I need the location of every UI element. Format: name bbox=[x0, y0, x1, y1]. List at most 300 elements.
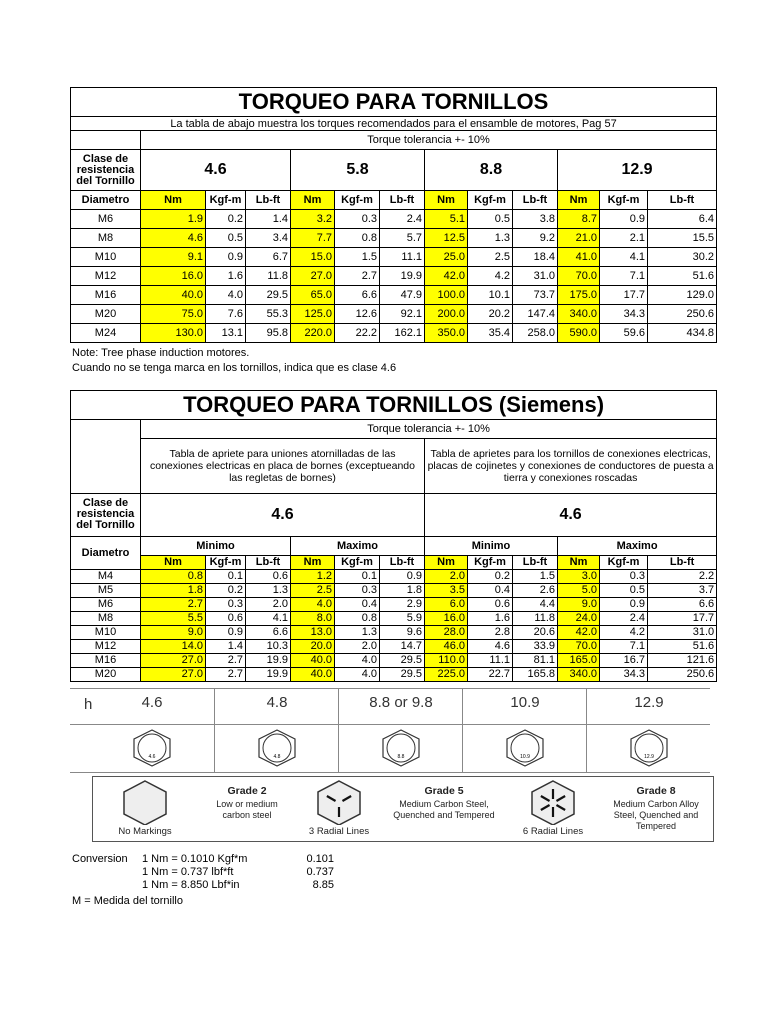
sae-grade-cell bbox=[197, 777, 297, 841]
table-cell: 250.6 bbox=[648, 305, 717, 324]
table-row bbox=[71, 267, 717, 286]
table-cell: 20.2 bbox=[468, 305, 513, 324]
table-cell: 5.0 bbox=[558, 583, 600, 597]
sae-grade-desc: Medium Carbon Alloy Steel, Quenched and Tempered bbox=[613, 799, 699, 831]
bolt-class-label: 12.9 bbox=[634, 694, 664, 711]
table1-note-2: Cuando no se tenga marca en los tornillos, indica que es clase 4.6 bbox=[72, 362, 397, 374]
sae-caption: No Markings bbox=[118, 826, 172, 837]
table2-diam-label: Diametro bbox=[71, 536, 141, 569]
sae-grade-title: Grade 8 bbox=[636, 785, 676, 797]
table-row bbox=[71, 569, 717, 583]
row-diameter: M10 bbox=[71, 625, 141, 639]
table1-tolerance: Torque tolerancia +- 10% bbox=[141, 131, 717, 150]
table2-class-label: Clase de resistencia del Tornillo bbox=[71, 493, 141, 536]
table2-unit-lb-ft: Lb-ft bbox=[648, 555, 717, 569]
table-cell: 15.5 bbox=[648, 229, 717, 248]
table-cell: 73.7 bbox=[513, 286, 558, 305]
table-cell: 42.0 bbox=[425, 267, 468, 286]
table1-title: TORQUEO PARA TORNILLOS bbox=[71, 88, 717, 117]
sae-grades-strip bbox=[92, 776, 714, 842]
table-row bbox=[71, 305, 717, 324]
table2-desc-right: Tabla de aprietes para los tornillos de conexiones electricas, placas de cojinetes y conexiones de conductores de puesta a tierra y conexiones roscadas bbox=[425, 438, 717, 493]
table-cell: 2.7 bbox=[141, 597, 206, 611]
hex-bolt-icon bbox=[255, 728, 299, 768]
hex-head-3-lines-icon bbox=[314, 779, 364, 825]
sae-grade-cell bbox=[599, 777, 713, 841]
row-diameter: M10 bbox=[71, 248, 141, 267]
table-cell: 51.6 bbox=[648, 267, 717, 286]
table1-class-12-9: 12.9 bbox=[558, 150, 717, 191]
table-cell: 13.0 bbox=[291, 625, 335, 639]
table-cell: 27.0 bbox=[291, 267, 335, 286]
bolt-class-label: 4.8 bbox=[266, 694, 288, 711]
table-cell: 1.5 bbox=[335, 248, 380, 267]
table-cell: 340.0 bbox=[558, 305, 600, 324]
conversion-equation: 1 Nm = 8.850 Lbf*in bbox=[142, 879, 240, 891]
table-cell: 5.7 bbox=[380, 229, 425, 248]
table-cell: 2.0 bbox=[335, 639, 380, 653]
sae-grade-cell bbox=[381, 777, 507, 841]
table-cell: 0.4 bbox=[335, 597, 380, 611]
table2-unit-nm: Nm bbox=[141, 555, 206, 569]
table2-min-left: Minimo bbox=[141, 536, 291, 555]
table-cell: 12.6 bbox=[335, 305, 380, 324]
table-cell: 70.0 bbox=[558, 267, 600, 286]
table-cell: 42.0 bbox=[558, 625, 600, 639]
conversion-equation: 1 Nm = 0.1010 Kgf*m bbox=[142, 853, 248, 865]
torque-table-1 bbox=[70, 87, 717, 343]
hex-bolt-icon bbox=[379, 728, 423, 768]
table1-class-5-8: 5.8 bbox=[291, 150, 425, 191]
table-cell: 2.1 bbox=[600, 229, 648, 248]
table-cell: 2.5 bbox=[291, 583, 335, 597]
table-cell: 175.0 bbox=[558, 286, 600, 305]
table-cell: 9.6 bbox=[380, 625, 425, 639]
table-cell: 258.0 bbox=[513, 324, 558, 343]
table-cell: 6.0 bbox=[425, 597, 468, 611]
bolt-class-label: 10.9 bbox=[510, 694, 540, 711]
table1-class-label: Clase de resistencia del Tornillo bbox=[71, 150, 141, 191]
table-cell: 225.0 bbox=[425, 667, 468, 681]
table-cell: 9.0 bbox=[141, 625, 206, 639]
sae-grade-title: Grade 2 bbox=[227, 785, 267, 797]
row-diameter: M12 bbox=[71, 267, 141, 286]
table-cell: 6.6 bbox=[246, 625, 291, 639]
table-cell: 1.3 bbox=[468, 229, 513, 248]
table-cell: 1.4 bbox=[246, 210, 291, 229]
metric-bolt-strip bbox=[70, 688, 710, 774]
table-cell: 11.8 bbox=[513, 611, 558, 625]
row-diameter: M8 bbox=[71, 611, 141, 625]
table-row bbox=[71, 286, 717, 305]
table-row bbox=[71, 210, 717, 229]
table-cell: 11.1 bbox=[468, 653, 513, 667]
table-cell: 1.8 bbox=[380, 583, 425, 597]
table1-unit-nm: Nm bbox=[291, 191, 335, 210]
table-cell: 3.8 bbox=[513, 210, 558, 229]
table-cell: 2.0 bbox=[246, 597, 291, 611]
table-cell: 47.9 bbox=[380, 286, 425, 305]
table-cell: 0.2 bbox=[468, 569, 513, 583]
table-row bbox=[71, 625, 717, 639]
table2-unit-nm: Nm bbox=[558, 555, 600, 569]
table-row bbox=[71, 597, 717, 611]
table-cell: 12.5 bbox=[425, 229, 468, 248]
table-cell: 4.2 bbox=[600, 625, 648, 639]
table2-unit-kgf-m: Kgf-m bbox=[600, 555, 648, 569]
table2-unit-kgf-m: Kgf-m bbox=[335, 555, 380, 569]
table-cell: 31.0 bbox=[513, 267, 558, 286]
row-diameter: M16 bbox=[71, 286, 141, 305]
sae-grade-cell bbox=[507, 777, 599, 841]
table-cell: 5.1 bbox=[425, 210, 468, 229]
table-cell: 0.1 bbox=[206, 569, 246, 583]
row-diameter: M5 bbox=[71, 583, 141, 597]
table-cell: 130.0 bbox=[141, 324, 206, 343]
table2-unit-nm: Nm bbox=[425, 555, 468, 569]
table-cell: 16.7 bbox=[600, 653, 648, 667]
table-cell: 0.1 bbox=[335, 569, 380, 583]
bolt-head-mark: 8.8 bbox=[397, 754, 405, 760]
table2-unit-kgf-m: Kgf-m bbox=[468, 555, 513, 569]
conversion-value: 8.85 bbox=[312, 879, 334, 891]
table-cell: 0.2 bbox=[206, 210, 246, 229]
sae-caption: 6 Radial Lines bbox=[522, 826, 584, 837]
bolt-strip-prefix: h bbox=[84, 696, 93, 713]
table1-unit-nm: Nm bbox=[558, 191, 600, 210]
hex-bolt-icon bbox=[130, 728, 174, 768]
table1-class-4-6: 4.6 bbox=[141, 150, 291, 191]
table-cell: 10.1 bbox=[468, 286, 513, 305]
table2-min-right: Minimo bbox=[425, 536, 558, 555]
table-cell: 2.5 bbox=[468, 248, 513, 267]
table-cell: 200.0 bbox=[425, 305, 468, 324]
row-diameter: M6 bbox=[71, 210, 141, 229]
table-cell: 70.0 bbox=[558, 639, 600, 653]
table-cell: 10.3 bbox=[246, 639, 291, 653]
table-cell: 11.8 bbox=[246, 267, 291, 286]
table-cell: 2.0 bbox=[425, 569, 468, 583]
table-cell: 2.7 bbox=[335, 267, 380, 286]
table-cell: 100.0 bbox=[425, 286, 468, 305]
table-cell: 29.5 bbox=[380, 653, 425, 667]
table-cell: 3.2 bbox=[291, 210, 335, 229]
table-cell: 7.7 bbox=[291, 229, 335, 248]
table-cell: 29.5 bbox=[246, 286, 291, 305]
table-cell: 110.0 bbox=[425, 653, 468, 667]
table-cell: 125.0 bbox=[291, 305, 335, 324]
table-cell: 33.9 bbox=[513, 639, 558, 653]
table-cell: 1.6 bbox=[206, 267, 246, 286]
table-cell: 41.0 bbox=[558, 248, 600, 267]
table2-title: TORQUEO PARA TORNILLOS (Siemens) bbox=[71, 391, 717, 420]
table-cell: 0.6 bbox=[468, 597, 513, 611]
table-cell: 0.2 bbox=[206, 583, 246, 597]
bolt-head-mark: 12.9 bbox=[644, 754, 654, 760]
table-cell: 2.8 bbox=[468, 625, 513, 639]
conversion-label: Conversion bbox=[72, 853, 128, 865]
conversion-equation: 1 Nm = 0.737 lbf*ft bbox=[142, 866, 234, 878]
table1-unit-kgf-m: Kgf-m bbox=[206, 191, 246, 210]
sae-grade-cell bbox=[297, 777, 381, 841]
hex-head-plain-icon bbox=[120, 779, 170, 825]
table-cell: 340.0 bbox=[558, 667, 600, 681]
table-cell: 75.0 bbox=[141, 305, 206, 324]
bolt-head-mark: 4.6 bbox=[148, 754, 156, 760]
table-row bbox=[71, 324, 717, 343]
table1-unit-lb-ft: Lb-ft bbox=[246, 191, 291, 210]
table1-note-1: Note: Tree phase induction motores. bbox=[72, 347, 250, 359]
table-cell: 34.3 bbox=[600, 305, 648, 324]
row-diameter: M20 bbox=[71, 305, 141, 324]
bolt-class-cell bbox=[214, 688, 339, 772]
table-cell: 40.0 bbox=[141, 286, 206, 305]
table-cell: 95.8 bbox=[246, 324, 291, 343]
table-row bbox=[71, 248, 717, 267]
table-cell: 4.2 bbox=[468, 267, 513, 286]
hex-head-6-lines-icon bbox=[528, 779, 578, 825]
table-cell: 6.6 bbox=[335, 286, 380, 305]
table-cell: 27.0 bbox=[141, 667, 206, 681]
table-row bbox=[71, 653, 717, 667]
table-cell: 7.1 bbox=[600, 639, 648, 653]
table-cell: 3.4 bbox=[246, 229, 291, 248]
table-cell: 0.9 bbox=[206, 625, 246, 639]
table-cell: 34.3 bbox=[600, 667, 648, 681]
row-diameter: M20 bbox=[71, 667, 141, 681]
table-cell: 2.7 bbox=[206, 667, 246, 681]
table-cell: 0.9 bbox=[380, 569, 425, 583]
table-cell: 1.4 bbox=[206, 639, 246, 653]
table1-unit-nm: Nm bbox=[425, 191, 468, 210]
hex-bolt-icon bbox=[503, 728, 547, 768]
bolt-class-label: 8.8 or 9.8 bbox=[369, 694, 433, 711]
table-cell: 21.0 bbox=[558, 229, 600, 248]
table-cell: 20.0 bbox=[291, 639, 335, 653]
table1-subtitle: La tabla de abajo muestra los torques recomendados para el ensamble de motores, Pag 57 bbox=[71, 117, 717, 131]
table2-max-right: Maximo bbox=[558, 536, 717, 555]
table-cell: 0.5 bbox=[600, 583, 648, 597]
table-cell: 4.1 bbox=[246, 611, 291, 625]
table-row bbox=[71, 639, 717, 653]
table-cell: 0.8 bbox=[141, 569, 206, 583]
table-cell: 1.5 bbox=[513, 569, 558, 583]
table-cell: 59.6 bbox=[600, 324, 648, 343]
table-cell: 162.1 bbox=[380, 324, 425, 343]
table-cell: 3.0 bbox=[558, 569, 600, 583]
table-row bbox=[71, 229, 717, 248]
table1-unit-lb-ft: Lb-ft bbox=[648, 191, 717, 210]
table1-unit-lb-ft: Lb-ft bbox=[380, 191, 425, 210]
table-cell: 2.9 bbox=[380, 597, 425, 611]
table-cell: 4.0 bbox=[206, 286, 246, 305]
table-cell: 55.3 bbox=[246, 305, 291, 324]
table-cell: 3.5 bbox=[425, 583, 468, 597]
table-cell: 2.2 bbox=[648, 569, 717, 583]
sae-grade-title: Grade 5 bbox=[424, 785, 464, 797]
table-cell: 40.0 bbox=[291, 653, 335, 667]
table-cell: 9.0 bbox=[558, 597, 600, 611]
table-cell: 250.6 bbox=[648, 667, 717, 681]
table-cell: 11.1 bbox=[380, 248, 425, 267]
table-cell: 0.6 bbox=[206, 611, 246, 625]
sae-grade-desc: Low or medium carbon steel bbox=[216, 799, 278, 820]
table-cell: 590.0 bbox=[558, 324, 600, 343]
table-cell: 6.6 bbox=[648, 597, 717, 611]
table-cell: 92.1 bbox=[380, 305, 425, 324]
table-cell: 1.8 bbox=[141, 583, 206, 597]
bolt-head-mark: 10.9 bbox=[520, 754, 530, 760]
table-cell: 14.7 bbox=[380, 639, 425, 653]
table-cell: 0.5 bbox=[206, 229, 246, 248]
table-cell: 9.2 bbox=[513, 229, 558, 248]
table-cell: 4.6 bbox=[141, 229, 206, 248]
bolt-head-mark: 4.8 bbox=[273, 754, 281, 760]
bolt-class-cell bbox=[90, 688, 214, 772]
table-cell: 1.3 bbox=[335, 625, 380, 639]
table-cell: 5.5 bbox=[141, 611, 206, 625]
table-cell: 6.7 bbox=[246, 248, 291, 267]
table-cell: 0.5 bbox=[468, 210, 513, 229]
hex-bolt-icon bbox=[627, 728, 671, 768]
table-cell: 65.0 bbox=[291, 286, 335, 305]
table-cell: 165.0 bbox=[558, 653, 600, 667]
table-cell: 1.3 bbox=[246, 583, 291, 597]
table-cell: 81.1 bbox=[513, 653, 558, 667]
table-cell: 0.3 bbox=[335, 210, 380, 229]
table-cell: 0.8 bbox=[335, 611, 380, 625]
table-cell: 40.0 bbox=[291, 667, 335, 681]
table-cell: 17.7 bbox=[600, 286, 648, 305]
table-cell: 434.8 bbox=[648, 324, 717, 343]
table-cell: 0.6 bbox=[246, 569, 291, 583]
table-cell: 0.3 bbox=[335, 583, 380, 597]
table-cell: 129.0 bbox=[648, 286, 717, 305]
table-cell: 4.0 bbox=[335, 667, 380, 681]
sae-grade-desc: Medium Carbon Steel, Quenched and Tempered bbox=[393, 799, 495, 820]
row-diameter: M24 bbox=[71, 324, 141, 343]
row-diameter: M16 bbox=[71, 653, 141, 667]
table-cell: 165.8 bbox=[513, 667, 558, 681]
table-cell: 0.8 bbox=[335, 229, 380, 248]
table2-class-right: 4.6 bbox=[425, 493, 717, 536]
row-diameter: M12 bbox=[71, 639, 141, 653]
table-cell: 4.6 bbox=[468, 639, 513, 653]
table2-class-left: 4.6 bbox=[141, 493, 425, 536]
table1-unit-kgf-m: Kgf-m bbox=[468, 191, 513, 210]
table-cell: 1.6 bbox=[468, 611, 513, 625]
table-cell: 19.9 bbox=[246, 653, 291, 667]
table-row bbox=[71, 667, 717, 681]
table-cell: 18.4 bbox=[513, 248, 558, 267]
table2-unit-kgf-m: Kgf-m bbox=[206, 555, 246, 569]
row-diameter: M4 bbox=[71, 569, 141, 583]
table-cell: 16.0 bbox=[425, 611, 468, 625]
table2-max-left: Maximo bbox=[291, 536, 425, 555]
table-cell: 19.9 bbox=[246, 667, 291, 681]
footer-note: M = Medida del tornillo bbox=[72, 895, 183, 907]
table-cell: 0.9 bbox=[206, 248, 246, 267]
table-cell: 0.3 bbox=[206, 597, 246, 611]
table-cell: 7.6 bbox=[206, 305, 246, 324]
table-cell: 22.7 bbox=[468, 667, 513, 681]
table2-unit-lb-ft: Lb-ft bbox=[380, 555, 425, 569]
table-cell: 35.4 bbox=[468, 324, 513, 343]
table2-unit-nm: Nm bbox=[291, 555, 335, 569]
table-cell: 9.1 bbox=[141, 248, 206, 267]
table-cell: 25.0 bbox=[425, 248, 468, 267]
table-cell: 2.6 bbox=[513, 583, 558, 597]
table-cell: 4.1 bbox=[600, 248, 648, 267]
sae-caption: 3 Radial Lines bbox=[308, 826, 370, 837]
table-cell: 5.9 bbox=[380, 611, 425, 625]
table-cell: 3.7 bbox=[648, 583, 717, 597]
bolt-class-cell bbox=[338, 688, 463, 772]
table1-diam-label: Diametro bbox=[71, 191, 141, 210]
table-cell: 22.2 bbox=[335, 324, 380, 343]
table-cell: 8.0 bbox=[291, 611, 335, 625]
table2-desc-left: Tabla de apriete para uniones atornilladas de las conexiones electricas en placa de bornes (exceptueando las regletas de bornes) bbox=[141, 438, 425, 493]
torque-table-2 bbox=[70, 390, 717, 682]
table2-unit-lb-ft: Lb-ft bbox=[246, 555, 291, 569]
table-cell: 29.5 bbox=[380, 667, 425, 681]
table-cell: 0.4 bbox=[468, 583, 513, 597]
bolt-class-cell bbox=[586, 688, 711, 772]
table-cell: 13.1 bbox=[206, 324, 246, 343]
bolt-class-label: 4.6 bbox=[141, 694, 163, 711]
table1-class-8-8: 8.8 bbox=[425, 150, 558, 191]
table-cell: 27.0 bbox=[141, 653, 206, 667]
table-cell: 31.0 bbox=[648, 625, 717, 639]
table1-unit-kgf-m: Kgf-m bbox=[335, 191, 380, 210]
row-diameter: M6 bbox=[71, 597, 141, 611]
table-cell: 17.7 bbox=[648, 611, 717, 625]
table-cell: 20.6 bbox=[513, 625, 558, 639]
table2-unit-lb-ft: Lb-ft bbox=[513, 555, 558, 569]
table1-unit-lb-ft: Lb-ft bbox=[513, 191, 558, 210]
table2-tolerance: Torque tolerancia +- 10% bbox=[141, 420, 717, 439]
table-cell: 7.1 bbox=[600, 267, 648, 286]
conversion-value: 0.101 bbox=[306, 853, 334, 865]
table-cell: 220.0 bbox=[291, 324, 335, 343]
table-cell: 30.2 bbox=[648, 248, 717, 267]
table-cell: 4.0 bbox=[291, 597, 335, 611]
sae-grade-cell bbox=[93, 777, 197, 841]
table1-unit-kgf-m: Kgf-m bbox=[600, 191, 648, 210]
table-cell: 350.0 bbox=[425, 324, 468, 343]
table-cell: 4.0 bbox=[335, 653, 380, 667]
table-cell: 2.7 bbox=[206, 653, 246, 667]
bolt-class-cell bbox=[462, 688, 587, 772]
conversion-value: 0.737 bbox=[306, 866, 334, 878]
table-cell: 24.0 bbox=[558, 611, 600, 625]
table-cell: 51.6 bbox=[648, 639, 717, 653]
table-cell: 0.9 bbox=[600, 210, 648, 229]
table-cell: 121.6 bbox=[648, 653, 717, 667]
row-diameter: M8 bbox=[71, 229, 141, 248]
table-cell: 19.9 bbox=[380, 267, 425, 286]
table-row bbox=[71, 583, 717, 597]
table-cell: 0.3 bbox=[600, 569, 648, 583]
table-cell: 147.4 bbox=[513, 305, 558, 324]
table-cell: 46.0 bbox=[425, 639, 468, 653]
table-cell: 1.9 bbox=[141, 210, 206, 229]
table-cell: 15.0 bbox=[291, 248, 335, 267]
table-cell: 0.9 bbox=[600, 597, 648, 611]
table-cell: 8.7 bbox=[558, 210, 600, 229]
table-cell: 16.0 bbox=[141, 267, 206, 286]
table-cell: 2.4 bbox=[600, 611, 648, 625]
